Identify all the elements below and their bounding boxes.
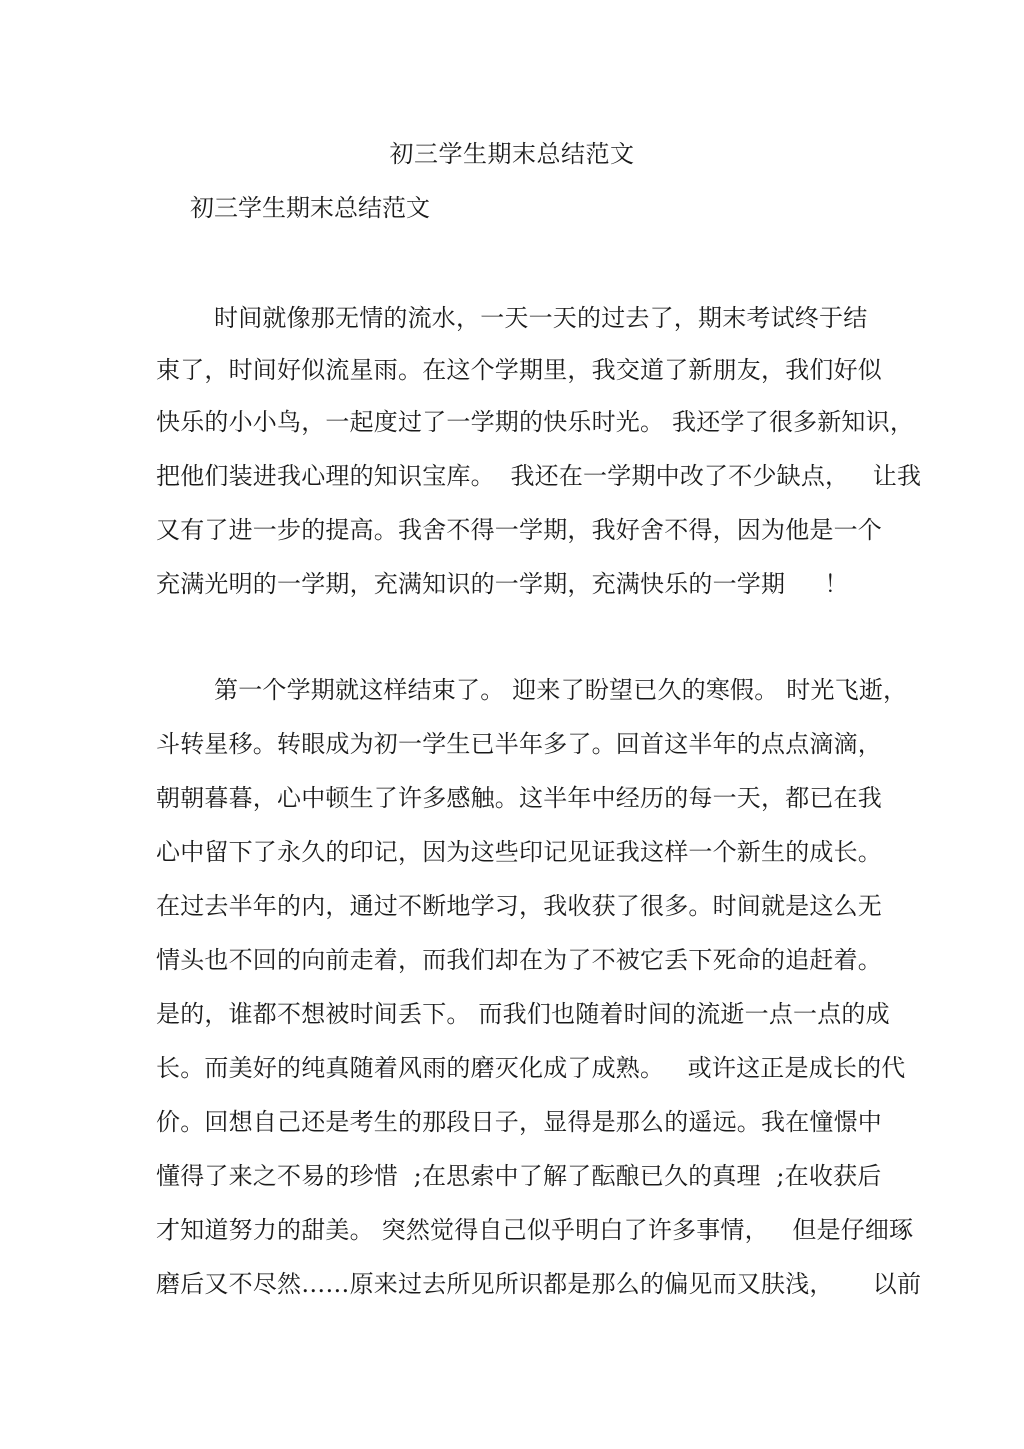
paragraph-line: 第一个学期就这样结束了。 迎来了盼望已久的寒假。 时光飞逝， <box>214 676 908 704</box>
paragraph-line: 情头也不回的向前走着，而我们却在为了不被它丢下死命的追赶着。 <box>156 946 882 974</box>
paragraph-line: 把他们装进我心理的知识宝库。 我还在一学期中改了不少缺点， 让我 <box>156 462 922 490</box>
paragraph-line: 朝朝暮暮，心中顿生了许多感触。这半年中经历的每一天，都已在我 <box>156 784 882 812</box>
paragraph-line: 斗转星移。转眼成为初一学生已半年多了。回首这半年的点点滴滴， <box>156 730 882 758</box>
paragraph-line: 又有了进一步的提高。我舍不得一学期，我好舍不得，因为他是一个 <box>156 516 882 544</box>
document-subtitle: 初三学生期末总结范文 <box>190 194 430 222</box>
paragraph-line: 快乐的小小鸟，一起度过了一学期的快乐时光。 我还学了很多新知识， <box>156 408 915 436</box>
paragraph-line: 长。而美好的纯真随着风雨的磨灭化成了成熟。 或许这正是成长的代 <box>156 1054 906 1082</box>
paragraph-line: 懂得了来之不易的珍惜 ;在思索中了解了酝酿已久的真理 ;在收获后 <box>156 1162 882 1190</box>
paragraph-line: 时间就像那无情的流水，一天一天的过去了，期末考试终于结 <box>214 304 868 332</box>
paragraph-line: 才知道努力的甜美。 突然觉得自己似乎明白了许多事情， 但是仔细琢 <box>156 1216 914 1244</box>
paragraph-line: 价。回想自己还是考生的那段日子，显得是那么的遥远。我在憧憬中 <box>156 1108 882 1136</box>
document-title: 初三学生期末总结范文 <box>389 140 635 168</box>
paragraph-line: 在过去半年的内，通过不断地学习，我收获了很多。时间就是这么无 <box>156 892 882 920</box>
paragraph-line: 充满光明的一学期，充满知识的一学期，充满快乐的一学期 ！ <box>156 570 849 598</box>
paragraph-line: 心中留下了永久的印记，因为这些印记见证我这样一个新生的成长。 <box>156 838 882 866</box>
paragraph-line: 束了，时间好似流星雨。在这个学期里，我交道了新朋友，我们好似 <box>156 356 882 384</box>
paragraph-line: 磨后又不尽然……原来过去所见所识都是那么的偏见而又肤浅， 以前 <box>156 1270 922 1298</box>
paragraph-line: 是的，谁都不想被时间丢下。 而我们也随着时间的流逝一点一点的成 <box>156 1000 890 1028</box>
